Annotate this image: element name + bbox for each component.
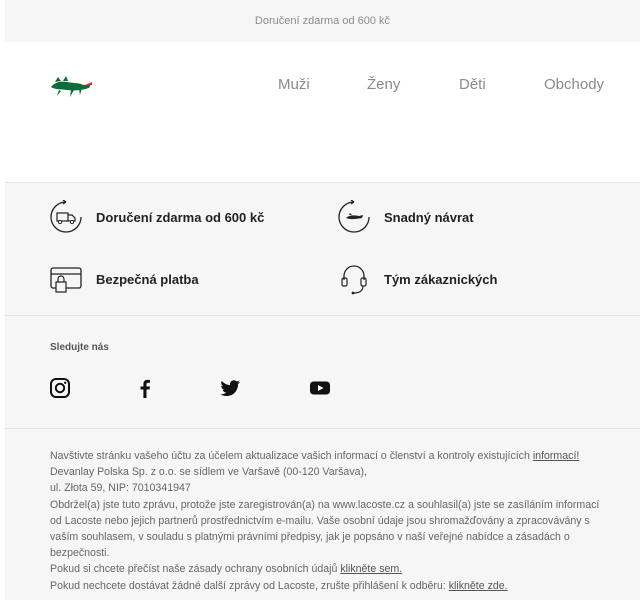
legal-account-line — [50, 448, 602, 464]
perk-free-delivery-label: Doručení zdarma od 600 kč — [96, 209, 265, 225]
perks-section — [5, 182, 640, 315]
perk-customer-team[interactable] — [337, 262, 497, 296]
legal-company-line: Devanlay Polska Sp. z o.o. se sídlem ve Varšavě (00-120 Varšava), — [50, 466, 367, 479]
crocodile-logo-icon[interactable] — [49, 73, 93, 99]
account-info-link[interactable]: informací! — [532, 450, 580, 462]
legal-unsubscribe-line — [50, 578, 602, 594]
customer-service-headset-icon — [337, 262, 371, 296]
return-crocodile-icon — [337, 200, 371, 234]
header — [5, 42, 640, 182]
instagram-icon[interactable] — [49, 377, 71, 399]
shipping-banner — [5, 0, 640, 42]
delivery-truck-icon — [49, 200, 83, 234]
perk-secure-payment[interactable] — [49, 262, 199, 296]
legal-consent-text: Obdržel(a) jste tuto zprávu, protože jste zaregistrován(a) na www.lacoste.cz a souhlasil(a) jste se zasíláním informací od Lacoste nebo jejich partnerů prostřednictvím e-mailu. Vaše osobní údaje jsou shromažďovány a zpracovávány s vaším souhlasem, v souladu s platnými právními předpisy, jak je popsáno v naší veřejné nabídce a zásadách o bezpečnosti. — [50, 498, 600, 560]
youtube-icon[interactable] — [309, 377, 331, 399]
twitter-icon[interactable] — [219, 377, 241, 399]
social-section — [5, 315, 640, 428]
shipping-banner-text: Doručení zdarma od 600 kč — [254, 15, 391, 27]
legal-address-line: ul. Złota 59, NIP: 7010341947 — [50, 482, 191, 495]
privacy-policy-link[interactable]: klikněte sem. — [340, 563, 403, 576]
perk-customer-team-label: Tým zákaznických — [384, 271, 498, 287]
perk-secure-payment-label: Bezpečná platba — [96, 271, 199, 287]
legal-footer — [5, 428, 640, 600]
perk-free-delivery[interactable] — [49, 200, 264, 234]
unsubscribe-link[interactable]: klikněte zde. — [448, 579, 508, 592]
nav-kids[interactable]: Děti — [459, 76, 486, 93]
perk-easy-return[interactable] — [337, 200, 474, 234]
perk-easy-return-label: Snadný návrat — [384, 209, 474, 225]
social-title: Sledujte nás — [50, 342, 109, 353]
facebook-icon[interactable] — [134, 377, 156, 399]
nav-men[interactable]: Muži — [278, 76, 310, 93]
secure-payment-icon — [49, 262, 83, 296]
nav-women[interactable]: Ženy — [367, 76, 401, 93]
nav-stores[interactable]: Obchody — [544, 76, 605, 93]
legal-privacy-text: Pokud si chcete přečíst naše zásady ochrany osobních údajů — [50, 563, 338, 576]
legal-unsubscribe-text: Pokud nechcete dostávat žádné další zprávy od Lacoste, zrušte přihlášení k odběru: — [50, 579, 446, 592]
legal-privacy-line — [50, 561, 602, 577]
legal-account-text: Navštivte stránku vašeho účtu za účelem aktualizace vašich informací o členství a kontroly existujících — [50, 450, 530, 462]
